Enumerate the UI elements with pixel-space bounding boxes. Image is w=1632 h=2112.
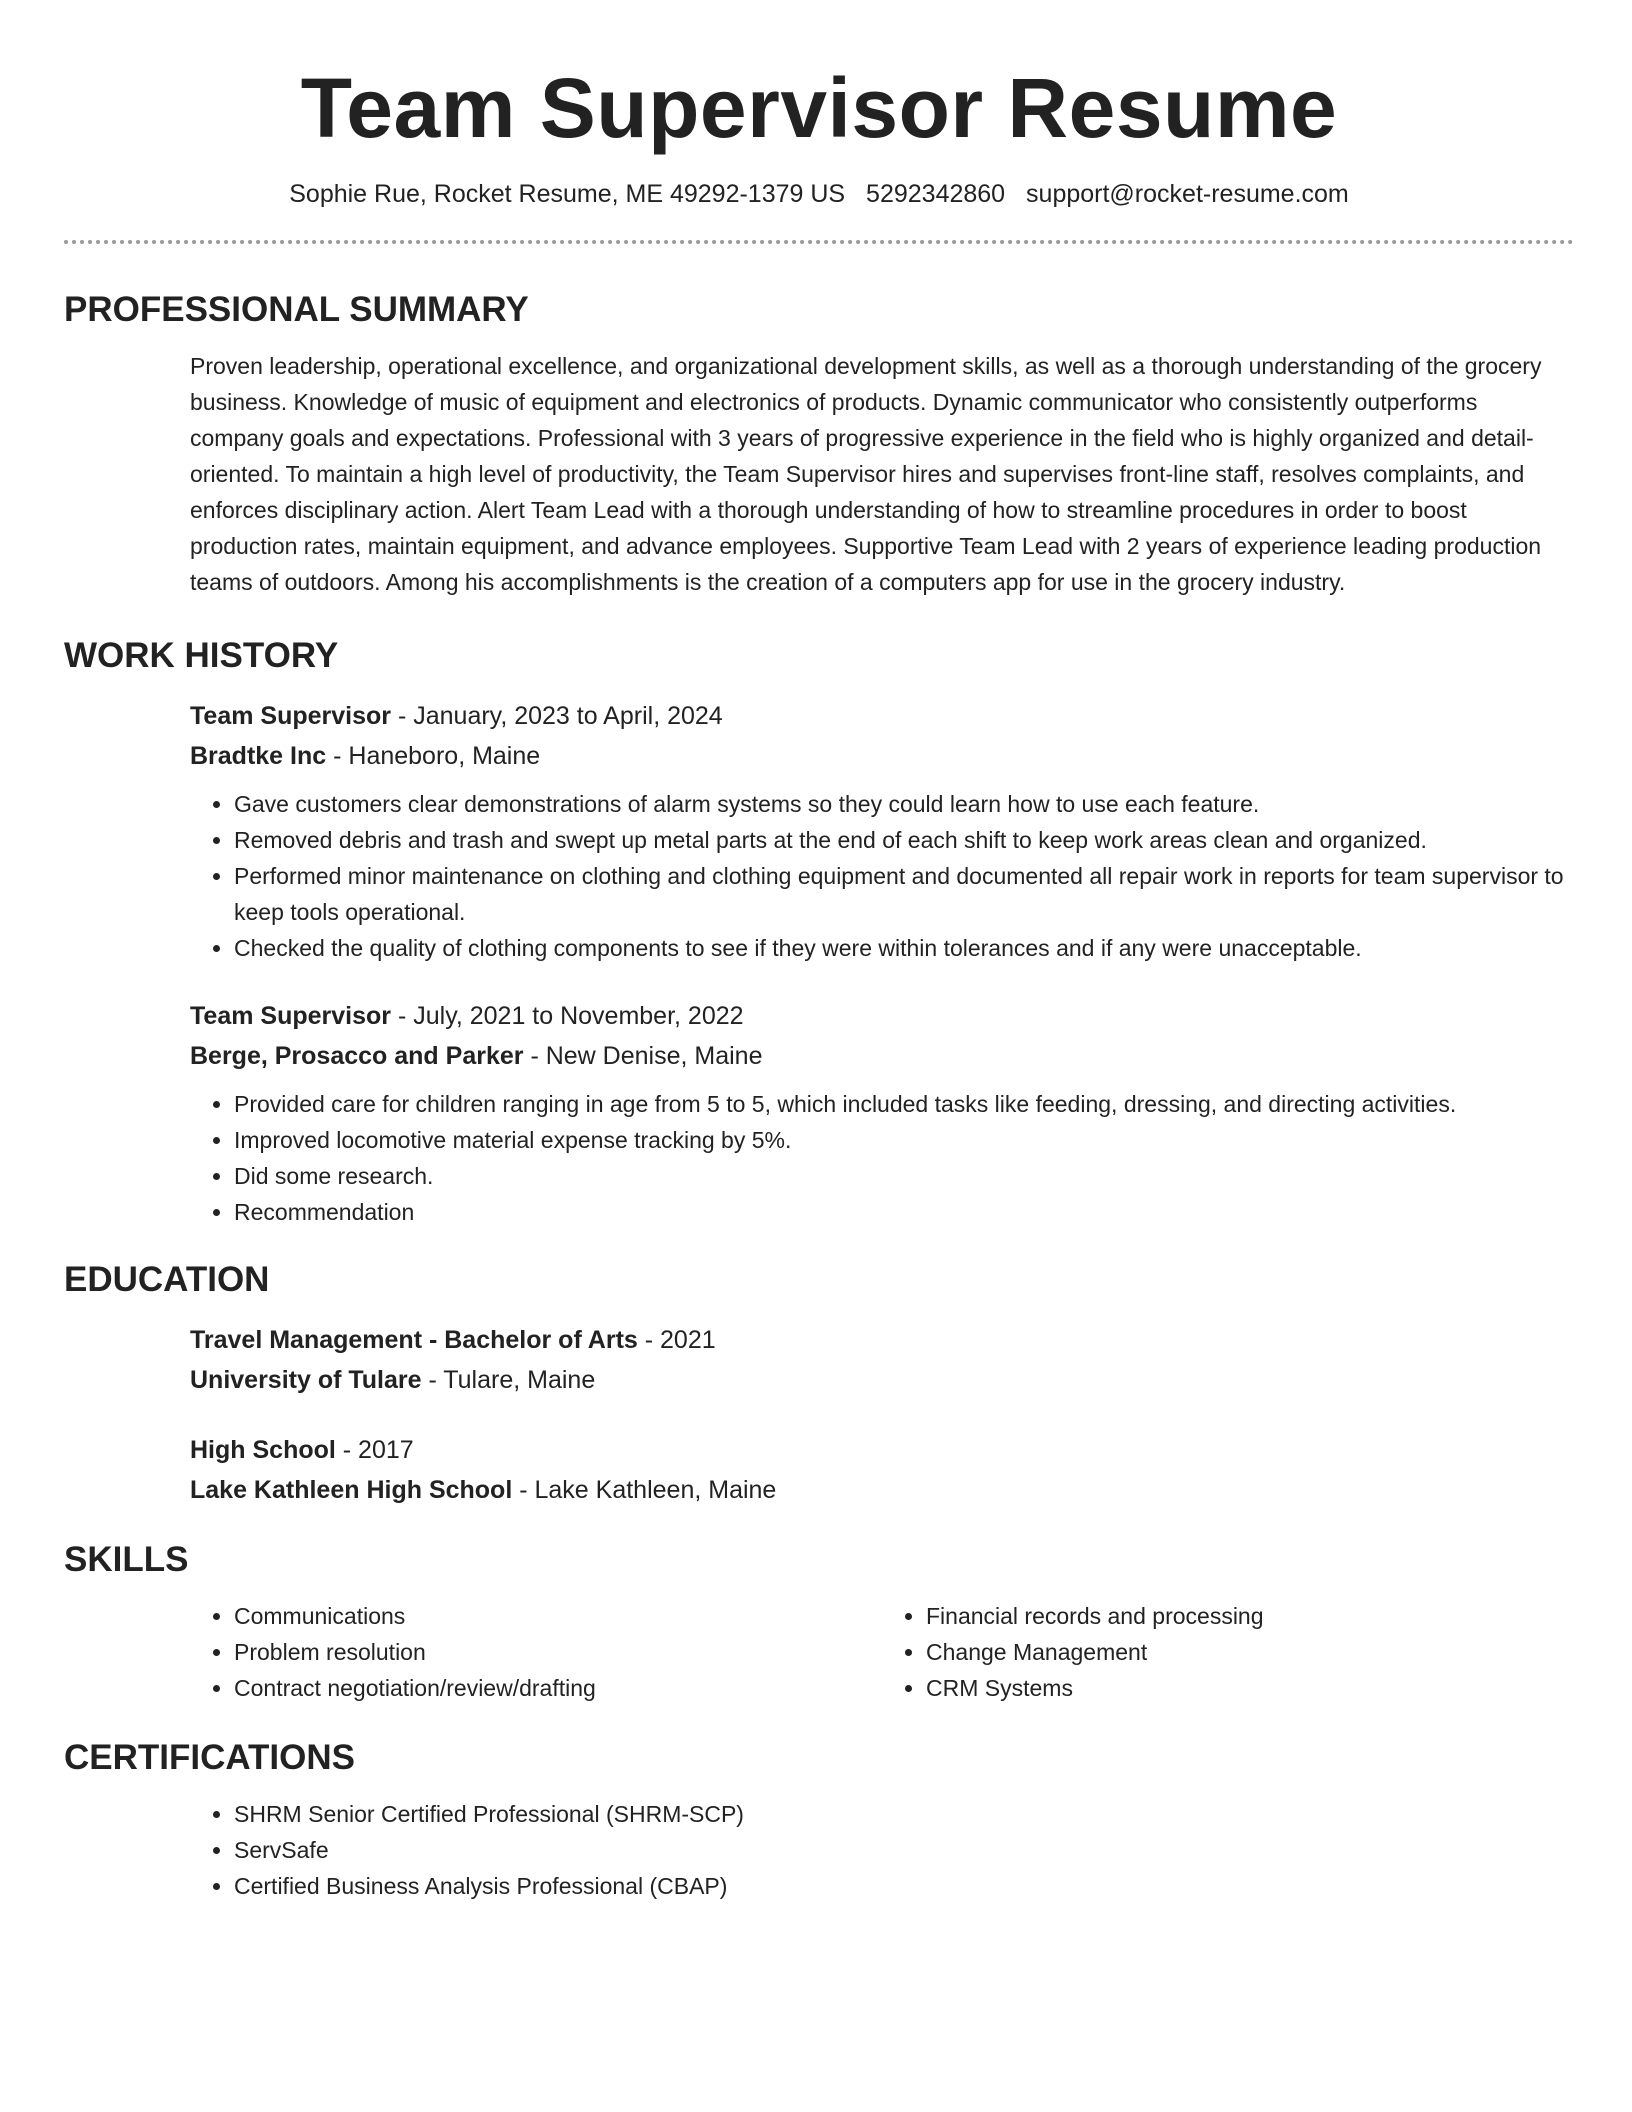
summary-section bbox=[190, 348, 1574, 600]
job-title: Team Supervisor bbox=[190, 702, 392, 730]
job-title: Team Supervisor bbox=[190, 1002, 392, 1030]
contact-address: Sophie Rue, Rocket Resume, ME 49292-1379 US bbox=[289, 180, 846, 208]
job-title-line bbox=[190, 696, 1574, 736]
job-bullet: • Did some research. bbox=[234, 1158, 1574, 1194]
job-company-line bbox=[190, 1036, 1574, 1076]
header-divider bbox=[64, 240, 1574, 244]
education-year: - 2017 bbox=[335, 1436, 414, 1464]
summary-heading: PROFESSIONAL SUMMARY bbox=[64, 290, 529, 329]
job-location: - New Denise, Maine bbox=[523, 1042, 763, 1070]
certification-item: • SHRM Senior Certified Professional (SHRM-SCP) bbox=[234, 1796, 1574, 1832]
education-school-line bbox=[190, 1360, 1574, 1400]
job-bullet: • Performed minor maintenance on clothing and clothing equipment and documented all repair work in reports for team supervisor to keep tools operational. bbox=[234, 858, 1574, 930]
work-history-heading: WORK HISTORY bbox=[64, 636, 339, 675]
skills-list-left bbox=[190, 1598, 882, 1706]
education-entry bbox=[190, 1320, 1574, 1400]
summary-text: Proven leadership, operational excellence, and organizational development skills, as well as a thorough understanding of the grocery business. Knowledge of music of equipment and electronics of products. Dynamic communicator who consistently outperforms company goals and expectations. Professional with 3 years of progressive experience in the field who is highly organized and detail-oriented. To maintain a high level of productivity, the Team Supervisor hires and supervises front-line staff, resolves complaints, and enforces disciplinary action. Alert Team Lead with a thorough understanding of how to streamline procedures in order to boost production rates, maintain equipment, and advance employees. Supportive Team Lead with 2 years of experience leading production teams of outdoors. Among his accomplishments is the creation of a computers app for use in the grocery industry. bbox=[190, 353, 1542, 595]
education-year: - 2021 bbox=[637, 1326, 716, 1354]
certifications-section bbox=[190, 1796, 1574, 1904]
certification-item: • ServSafe bbox=[234, 1832, 1574, 1868]
job-bullet: • Provided care for children ranging in age from 5 to 5, which included tasks like feeding, dressing, and directing activities. bbox=[234, 1086, 1574, 1122]
job-bullet: • Recommendation bbox=[234, 1194, 1574, 1230]
skill-item: • Change Management bbox=[926, 1634, 1574, 1670]
job-location: - Haneboro, Maine bbox=[326, 742, 541, 770]
job-bullet: • Removed debris and trash and swept up metal parts at the end of each shift to keep work areas clean and organized. bbox=[234, 822, 1574, 858]
job-title-line bbox=[190, 996, 1574, 1036]
job-bullet: • Gave customers clear demonstrations of alarm systems so they could learn how to use each feature. bbox=[234, 786, 1574, 822]
education-school: Lake Kathleen High School bbox=[190, 1476, 513, 1504]
skills-section bbox=[190, 1598, 1574, 1706]
job-entry bbox=[190, 696, 1574, 966]
contact-phone: 5292342860 bbox=[866, 180, 1006, 208]
skill-item: • Contract negotiation/review/drafting bbox=[234, 1670, 882, 1706]
education-degree: Travel Management - Bachelor of Arts bbox=[190, 1326, 638, 1354]
job-company-line bbox=[190, 736, 1574, 776]
education-degree: High School bbox=[190, 1436, 336, 1464]
job-bullets bbox=[190, 1086, 1574, 1230]
resume-title: Team Supervisor Resume bbox=[300, 61, 1338, 155]
contact-line bbox=[64, 178, 1574, 210]
skill-item: • Problem resolution bbox=[234, 1634, 882, 1670]
contact-email: support@rocket-resume.com bbox=[1026, 180, 1349, 208]
education-school-line bbox=[190, 1470, 1574, 1510]
education-location: - Tulare, Maine bbox=[421, 1366, 596, 1394]
certifications-heading: CERTIFICATIONS bbox=[64, 1738, 356, 1777]
job-dates: - July, 2021 to November, 2022 bbox=[391, 1002, 744, 1030]
skills-list-right bbox=[882, 1598, 1574, 1706]
skill-item: • Financial records and processing bbox=[926, 1598, 1574, 1634]
education-location: - Lake Kathleen, Maine bbox=[512, 1476, 777, 1504]
skill-item: • CRM Systems bbox=[926, 1670, 1574, 1706]
education-heading: EDUCATION bbox=[64, 1260, 270, 1299]
education-degree-line bbox=[190, 1320, 1574, 1360]
education-entry bbox=[190, 1430, 1574, 1510]
job-entry bbox=[190, 996, 1574, 1230]
resume-page bbox=[64, 0, 1574, 1904]
education-section bbox=[190, 1320, 1574, 1510]
job-bullet: • Improved locomotive material expense tracking by 5%. bbox=[234, 1122, 1574, 1158]
job-company: Berge, Prosacco and Parker bbox=[190, 1042, 524, 1070]
education-degree-line bbox=[190, 1430, 1574, 1470]
job-dates: - January, 2023 to April, 2024 bbox=[391, 702, 723, 730]
job-bullet: • Checked the quality of clothing components to see if they were within tolerances and if any were unacceptable. bbox=[234, 930, 1574, 966]
skills-heading: SKILLS bbox=[64, 1540, 189, 1579]
job-company: Bradtke Inc bbox=[190, 742, 327, 770]
skill-item: • Communications bbox=[234, 1598, 882, 1634]
certification-item: • Certified Business Analysis Professional (CBAP) bbox=[234, 1868, 1574, 1904]
certifications-list bbox=[190, 1796, 1574, 1904]
education-school: University of Tulare bbox=[190, 1366, 422, 1394]
work-history-section bbox=[190, 696, 1574, 1230]
job-bullets bbox=[190, 786, 1574, 966]
